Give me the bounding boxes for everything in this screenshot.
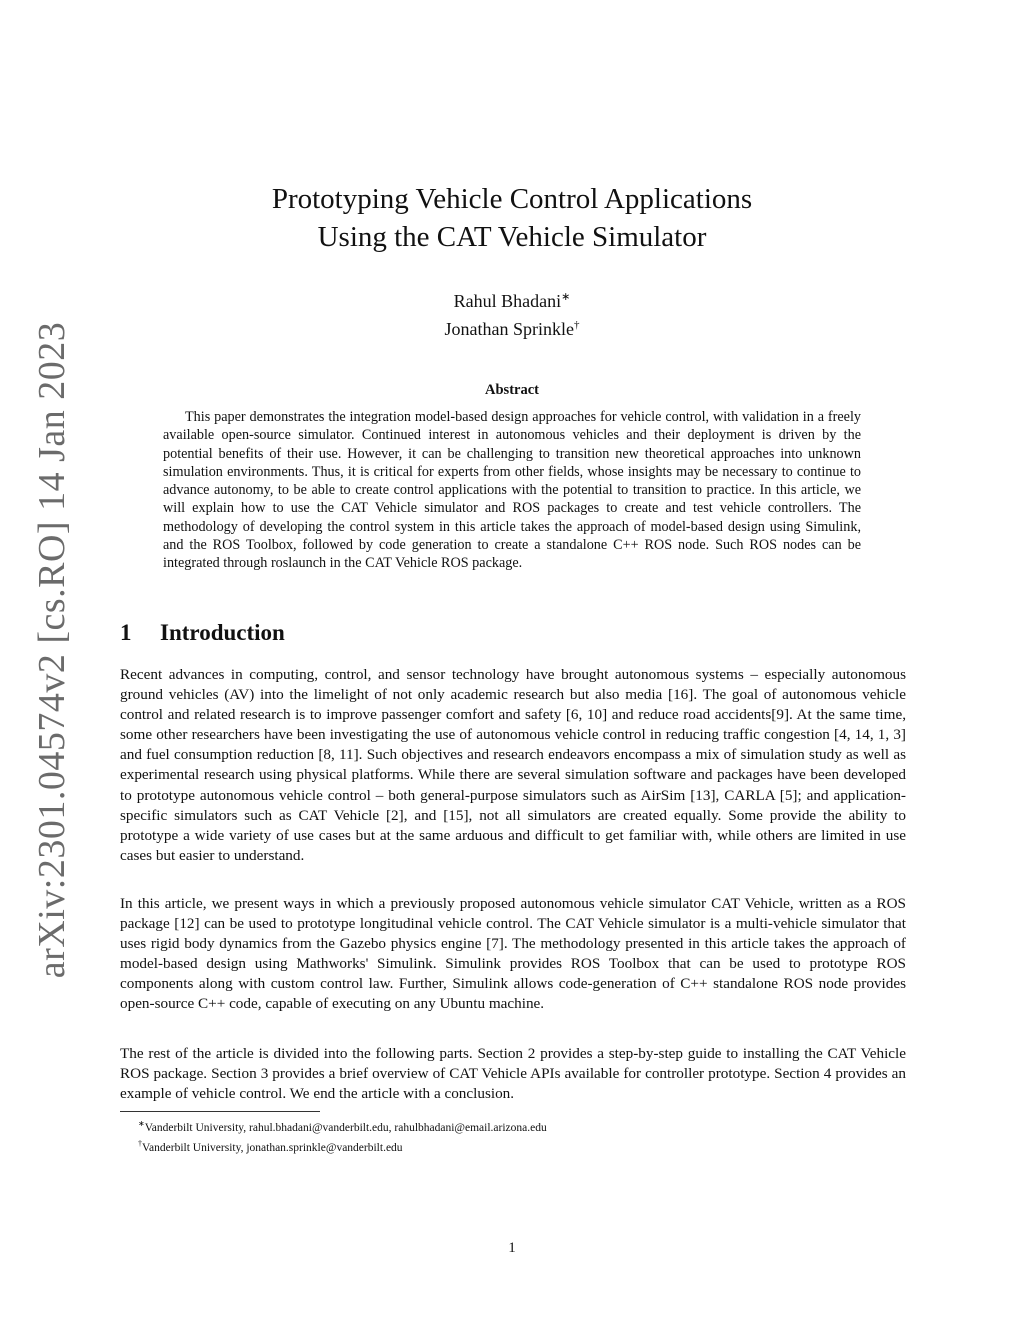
- author-mark: †: [573, 319, 580, 331]
- title-line-2: Using the CAT Vehicle Simulator: [317, 221, 707, 253]
- paragraph: In this article, we present ways in which a previously proposed autonomous vehicle simulator CAT Vehicle, written as a ROS package [12] can be used to prototype longitudinal vehicle control. The CAT Vehicle simulator is a multi-vehicle simulator that uses rigid body dynamics from the Gazebo physics engine [7]. The methodology presented in this article takes the approach of model-based design using Mathworks' Simulink. Simulink provides ROS Toolbox that can be used to prototype ROS components along with custom control law. Further, Simulink allows code-generation of C++ standalone ROS node provides open-source C++ code, capable of executing on any Ubuntu machine.: [120, 895, 906, 1013]
- section-title: Introduction: [160, 620, 285, 645]
- abstract-body: This paper demonstrates the integration model-based design approaches for vehicle control, with validation in a freely available open-source simulator. Continued interest in autonomous vehicles and their deployment is driven by the potential benefits of their use. However, it can be challenging to transition new theoretical approaches into unknown simulation environments. Thus, it is critical for experts from other fields, whose insights may be necessary to continue to advance autonomy, to be able to create control applications with the potential to transition to practice. In this article, we will explain how to use the CAT Vehicle simulator and ROS packages to create and test vehicle controllers. The methodology of developing the control system in this article takes the approach of model-based design using Simulink, and the ROS Toolbox, followed by code generation to create a standalone C++ ROS node. Such ROS nodes can be integrated through roslaunch in the CAT Vehicle ROS package.: [163, 409, 861, 572]
- footnote-mark: ∗: [138, 1119, 145, 1128]
- footnote-text: Vanderbilt University, rahul.bhadani@vanderbilt.edu, rahulbhadani@email.arizona.edu: [144, 1121, 547, 1134]
- author: [0, 313, 1024, 341]
- footnote-text: Vanderbilt University, jonathan.sprinkle@vanderbilt.edu: [142, 1141, 403, 1154]
- abstract-heading: Abstract: [485, 382, 539, 398]
- section-heading: [120, 620, 285, 646]
- paragraph: Recent advances in computing, control, and sensor technology have brought autonomous systems – especially autonomous ground vehicles (AV) into the limelight of not only academic research but also media [16]. The goal of autonomous vehicle control and related research is to improve passenger comfort and safety [6, 10] and reduce road accidents[9]. At the same time, some other researchers have been investigating the use of autonomous vehicle control in reducing traffic congestion [4, 14, 1, 3] and fuel consumption reduction [8, 11]. Such objectives and research endeavors encompass a mix of simulation study as well as experimental research using physical platforms. While there are several simulation software and packages have been developed to prototype autonomous vehicle control – both general-purpose simulators such as AirSim [13], CARLA [5]; and application-specific simulators such as CAT Vehicle [2], and [15], not all simulators are created equally. Some provide the ability to prototype a wide variety of use cases but at the same arduous and difficult to get familiar with, while others are limited in use cases but easier to understand.: [120, 666, 906, 864]
- paper-title: [0, 180, 1024, 256]
- author-mark: ∗: [561, 291, 571, 303]
- footnote: [138, 1116, 547, 1136]
- arxiv-stamp: arXiv:2301.04574v2 [cs.RO] 14 Jan 2023: [31, 321, 73, 979]
- author-list: [0, 285, 1024, 341]
- page-number: 1: [508, 1240, 516, 1256]
- footnote: [138, 1136, 547, 1156]
- section-number: 1: [120, 620, 132, 645]
- footnotes: [138, 1116, 547, 1156]
- paragraph: The rest of the article is divided into the following parts. Section 2 provides a step-by-step guide to installing the CAT Vehicle ROS package. Section 3 provides a brief overview of CAT Vehicle APIs available for controller prototype. Section 4 provides an example of vehicle control. We end the article with a conclusion.: [120, 1045, 906, 1103]
- author: [0, 285, 1024, 313]
- author-name: Rahul Bhadani: [453, 291, 562, 311]
- author-name: Jonathan Sprinkle: [444, 319, 574, 339]
- footnote-divider: [120, 1111, 320, 1112]
- footnote-mark: †: [138, 1138, 142, 1148]
- title-line-1: Prototyping Vehicle Control Applications: [271, 183, 753, 215]
